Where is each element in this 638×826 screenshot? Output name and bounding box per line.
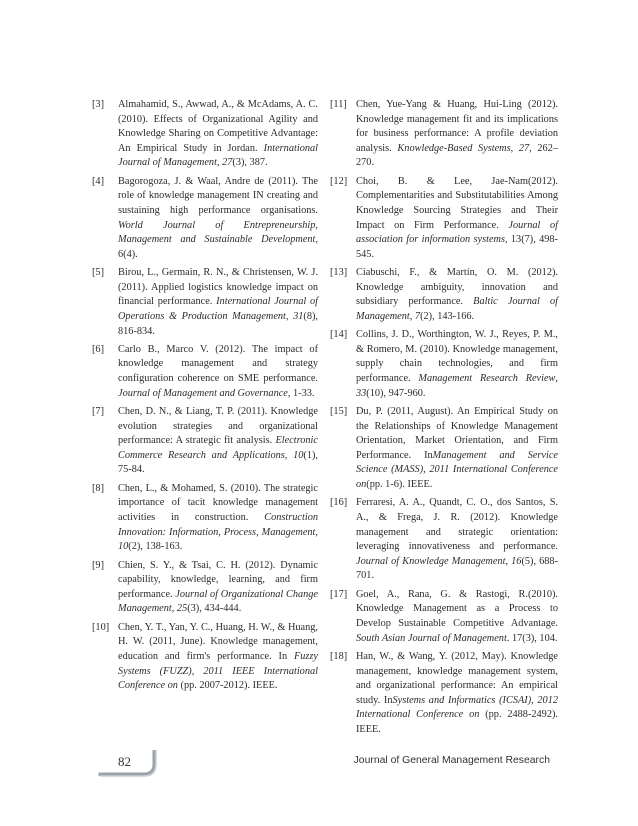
- reference-source-italic: 27: [518, 142, 530, 154]
- reference-source-italic: 16: [511, 555, 522, 567]
- reference-source-italic: Journal of association for information systems: [356, 219, 558, 246]
- reference-number: [10]: [92, 621, 110, 633]
- reference-text-segment: (8), 816-834.: [118, 310, 318, 337]
- reference-source-italic: 25: [176, 603, 188, 615]
- reference-text-segment: ,: [171, 603, 177, 615]
- reference-text-segment: , 1-33.: [287, 387, 315, 399]
- reference-text-segment: (1), 75-84.: [118, 449, 318, 476]
- reference-text: [118, 622, 318, 691]
- reference-text-segment: Han, W., & Wang, Y. (2012, May). Knowledge management, knowledge management system, and organizational performance: An empirical study. In: [356, 650, 558, 706]
- reference-text-segment: ,: [505, 555, 512, 567]
- reference-entry: [330, 98, 558, 171]
- reference-number: [15]: [330, 406, 348, 418]
- reference-text-segment: Bagorogoza, J. & Waal, Andre de (2011). The role of knowledge management IN creating and sustaining high performance organisations.: [118, 175, 318, 216]
- reference-text-segment: ,: [555, 373, 558, 385]
- reference-text: [118, 267, 318, 336]
- reference-entry: [92, 266, 318, 339]
- reference-entry: [92, 343, 318, 401]
- reference-text: [356, 497, 558, 581]
- reference-source-italic: Electronic Commerce Research and Applications: [118, 435, 318, 461]
- reference-text: [118, 560, 318, 615]
- reference-text-segment: (2), 143-166.: [420, 310, 475, 322]
- reference-entry: [92, 482, 318, 555]
- reference-text-segment: Chen, Yue-Yang & Huang, Hui-Ling (2012). Knowledge management fit and its implications for business performance: A profile deviation analysis.: [356, 99, 558, 154]
- reference-text: [118, 176, 318, 260]
- reference-number: [6]: [92, 343, 105, 355]
- reference-text: [356, 651, 558, 735]
- journal-name: Journal of General Management Research: [353, 755, 550, 766]
- reference-source-italic: International Journal of Management: [118, 142, 318, 169]
- reference-source-italic: World Journal of Entrepreneurship, Management and Sustainable Development: [118, 219, 318, 246]
- reference-number: [11]: [330, 99, 347, 110]
- reference-text-segment: (2), 138-163.: [128, 541, 183, 553]
- reference-text-segment: Collins, J. D., Worthington, W. J., Reyes, P. M., & Romero, M. (2010). Knowledge management, supply chain technologies, and firm performance.: [356, 329, 558, 385]
- reference-text-segment: Choi, B. & Lee, Jae-Nam(2012). Complementarities and Substitutabilities Among Knowledge Sourcing Strategies and Their Impact on Firm Performance.: [356, 175, 558, 231]
- reference-source-italic: 10: [118, 541, 129, 553]
- reference-source-italic: South Asian Journal of Management: [356, 632, 507, 644]
- reference-text: [356, 267, 558, 322]
- reference-entry: [330, 266, 558, 324]
- reference-text-segment: (3), 387.: [232, 157, 268, 169]
- reference-number: [14]: [330, 329, 348, 341]
- reference-source-italic: 10: [293, 449, 304, 461]
- reference-source-italic: Journal of Management and Governance: [118, 387, 288, 399]
- references-right-column: [330, 98, 558, 741]
- reference-source-italic: 27: [222, 157, 233, 169]
- reference-text-segment: (pp. 2007-2012). IEEE.: [177, 680, 278, 692]
- reference-source-italic: Journal of Organizational Change Management: [118, 588, 318, 615]
- reference-number: [12]: [330, 175, 348, 187]
- reference-text: [118, 344, 318, 399]
- reference-entry: [92, 405, 318, 478]
- reference-entry: [92, 559, 318, 617]
- reference-number: [4]: [92, 175, 105, 187]
- reference-text-segment: , 6(4).: [118, 234, 318, 260]
- reference-entry: [330, 588, 558, 646]
- reference-text-segment: Chen, L., & Mohamed, S. (2010). The strategic importance of tacit knowledge management activities in construction.: [118, 482, 318, 524]
- reference-number: [3]: [92, 99, 105, 110]
- reference-text-segment: , 13(7), 498-545.: [356, 234, 558, 260]
- reference-text: [118, 99, 318, 168]
- reference-source-italic: Journal of Knowledge Management: [356, 555, 506, 567]
- reference-text-segment: (3), 434-444.: [187, 603, 242, 615]
- reference-number: [9]: [92, 559, 105, 571]
- reference-text-segment: Chen, D. N., & Liang, T. P. (2011). Knowledge evolution strategies and organizational performance: A strategic fit analysis.: [118, 406, 318, 447]
- reference-text-segment: Du, P. (2011, August). An Empirical Study on the Relationships of Knowledge Management Orientation, Market Orientation, and Firm Performance. In: [356, 406, 558, 461]
- reference-source-italic: Fuzzy Systems (FUZZ), 2011 IEEE International Conference on: [118, 650, 318, 692]
- reference-number: [5]: [92, 267, 105, 279]
- reference-source-italic: Construction Innovation: Information, Process, Management: [118, 512, 318, 538]
- reference-text-segment: Goel, A., Rana, G. & Rastogi, R.(2010). Knowledge Management as a Process to Develop Sustainable Competitive Advantage.: [356, 588, 558, 629]
- reference-source-italic: 31: [293, 310, 304, 322]
- reference-text-segment: Ciabuschi, F., & Martín, O. M. (2012). Knowledge ambiguity, innovation and subsidiary performance.: [356, 267, 558, 308]
- reference-entry: [92, 98, 318, 171]
- reference-text-segment: Ferraresi, A. A., Quandt, C. O., dos Santos, S. A., & Frega, J. R. (2012). Knowledge management and strategic orientation: leveraging innovativeness and performance.: [356, 497, 558, 553]
- reference-entry: [330, 328, 558, 401]
- reference-text-segment: , 262–270.: [356, 142, 559, 169]
- reference-text-segment: ,: [510, 142, 519, 154]
- reference-text-segment: Almahamid, S., Awwad, A., & McAdams, A. C. (2010). Effects of Organizational Agility and Knowledge Sharing on Competitive Advantage: An Empirical Study in Jordan.: [118, 99, 318, 154]
- reference-text-segment: Chen, Y. T., Yan, Y. C., Huang, H. W., & Huang, H. W. (2011, June). Knowledge management, education and firm's performance. In: [118, 621, 318, 662]
- reference-number: [18]: [330, 650, 348, 662]
- reference-text-segment: . 17(3), 104.: [506, 632, 558, 644]
- reference-text-segment: ,: [284, 449, 294, 461]
- reference-number: [16]: [330, 497, 348, 509]
- reference-text-segment: ,: [285, 310, 294, 322]
- reference-text: [356, 99, 558, 168]
- reference-text-segment: (5), 688-701.: [356, 555, 558, 582]
- reference-text-segment: ,: [216, 157, 223, 169]
- reference-number: [8]: [92, 482, 105, 494]
- reference-source-italic: Management and Service Science (MASS), 2011 International Conference on: [356, 449, 558, 491]
- reference-text: [118, 406, 318, 475]
- reference-text-segment: (10), 947-960.: [366, 387, 426, 399]
- reference-number: [7]: [92, 406, 105, 418]
- references-left-column: [92, 98, 318, 698]
- reference-source-italic: International Journal of Operations & Production Management: [118, 296, 319, 322]
- reference-source-italic: 7: [414, 310, 421, 322]
- reference-source-italic: 33: [356, 387, 367, 399]
- reference-source-italic: Knowledge-Based Systems: [397, 142, 511, 154]
- reference-text: [118, 483, 318, 552]
- reference-text-segment: (pp. 2488-2492). IEEE.: [356, 709, 558, 735]
- reference-source-italic: Systems and Informatics (ICSAI), 2012 International Conference on: [356, 694, 558, 721]
- reference-number: [13]: [330, 267, 348, 279]
- reference-number: [17]: [330, 588, 348, 600]
- reference-entry: [330, 405, 558, 493]
- page-number-tab: [98, 748, 158, 776]
- reference-entry: [330, 496, 558, 584]
- reference-source-italic: Baltic Journal of Management: [356, 296, 559, 322]
- reference-entry: [330, 650, 558, 738]
- reference-text: [356, 329, 558, 398]
- reference-text-segment: Chien, S. Y., & Tsai, C. H. (2012). Dynamic capability, knowledge, learning, and firm performance.: [118, 559, 318, 600]
- reference-text-segment: ,: [315, 526, 318, 538]
- reference-source-italic: Management Research Review: [418, 373, 556, 385]
- reference-text-segment: ,: [409, 310, 415, 322]
- reference-entry: [330, 175, 558, 263]
- reference-text-segment: Birou, L., Germain, R. N., & Christensen, W. J. (2011). Applied logistics knowledge impact on financial performance.: [118, 267, 318, 308]
- reference-text-segment: (pp. 1-6). IEEE.: [366, 479, 433, 491]
- reference-text: [356, 406, 558, 490]
- reference-entry: [92, 175, 318, 263]
- reference-text: [356, 176, 558, 260]
- page-number: 82: [118, 754, 131, 769]
- reference-text-segment: Carlo B., Marco V. (2012). The impact of knowledge management and strategy configuration coherence on SME performance.: [118, 343, 318, 385]
- reference-entry: [92, 621, 318, 694]
- reference-text: [356, 589, 558, 644]
